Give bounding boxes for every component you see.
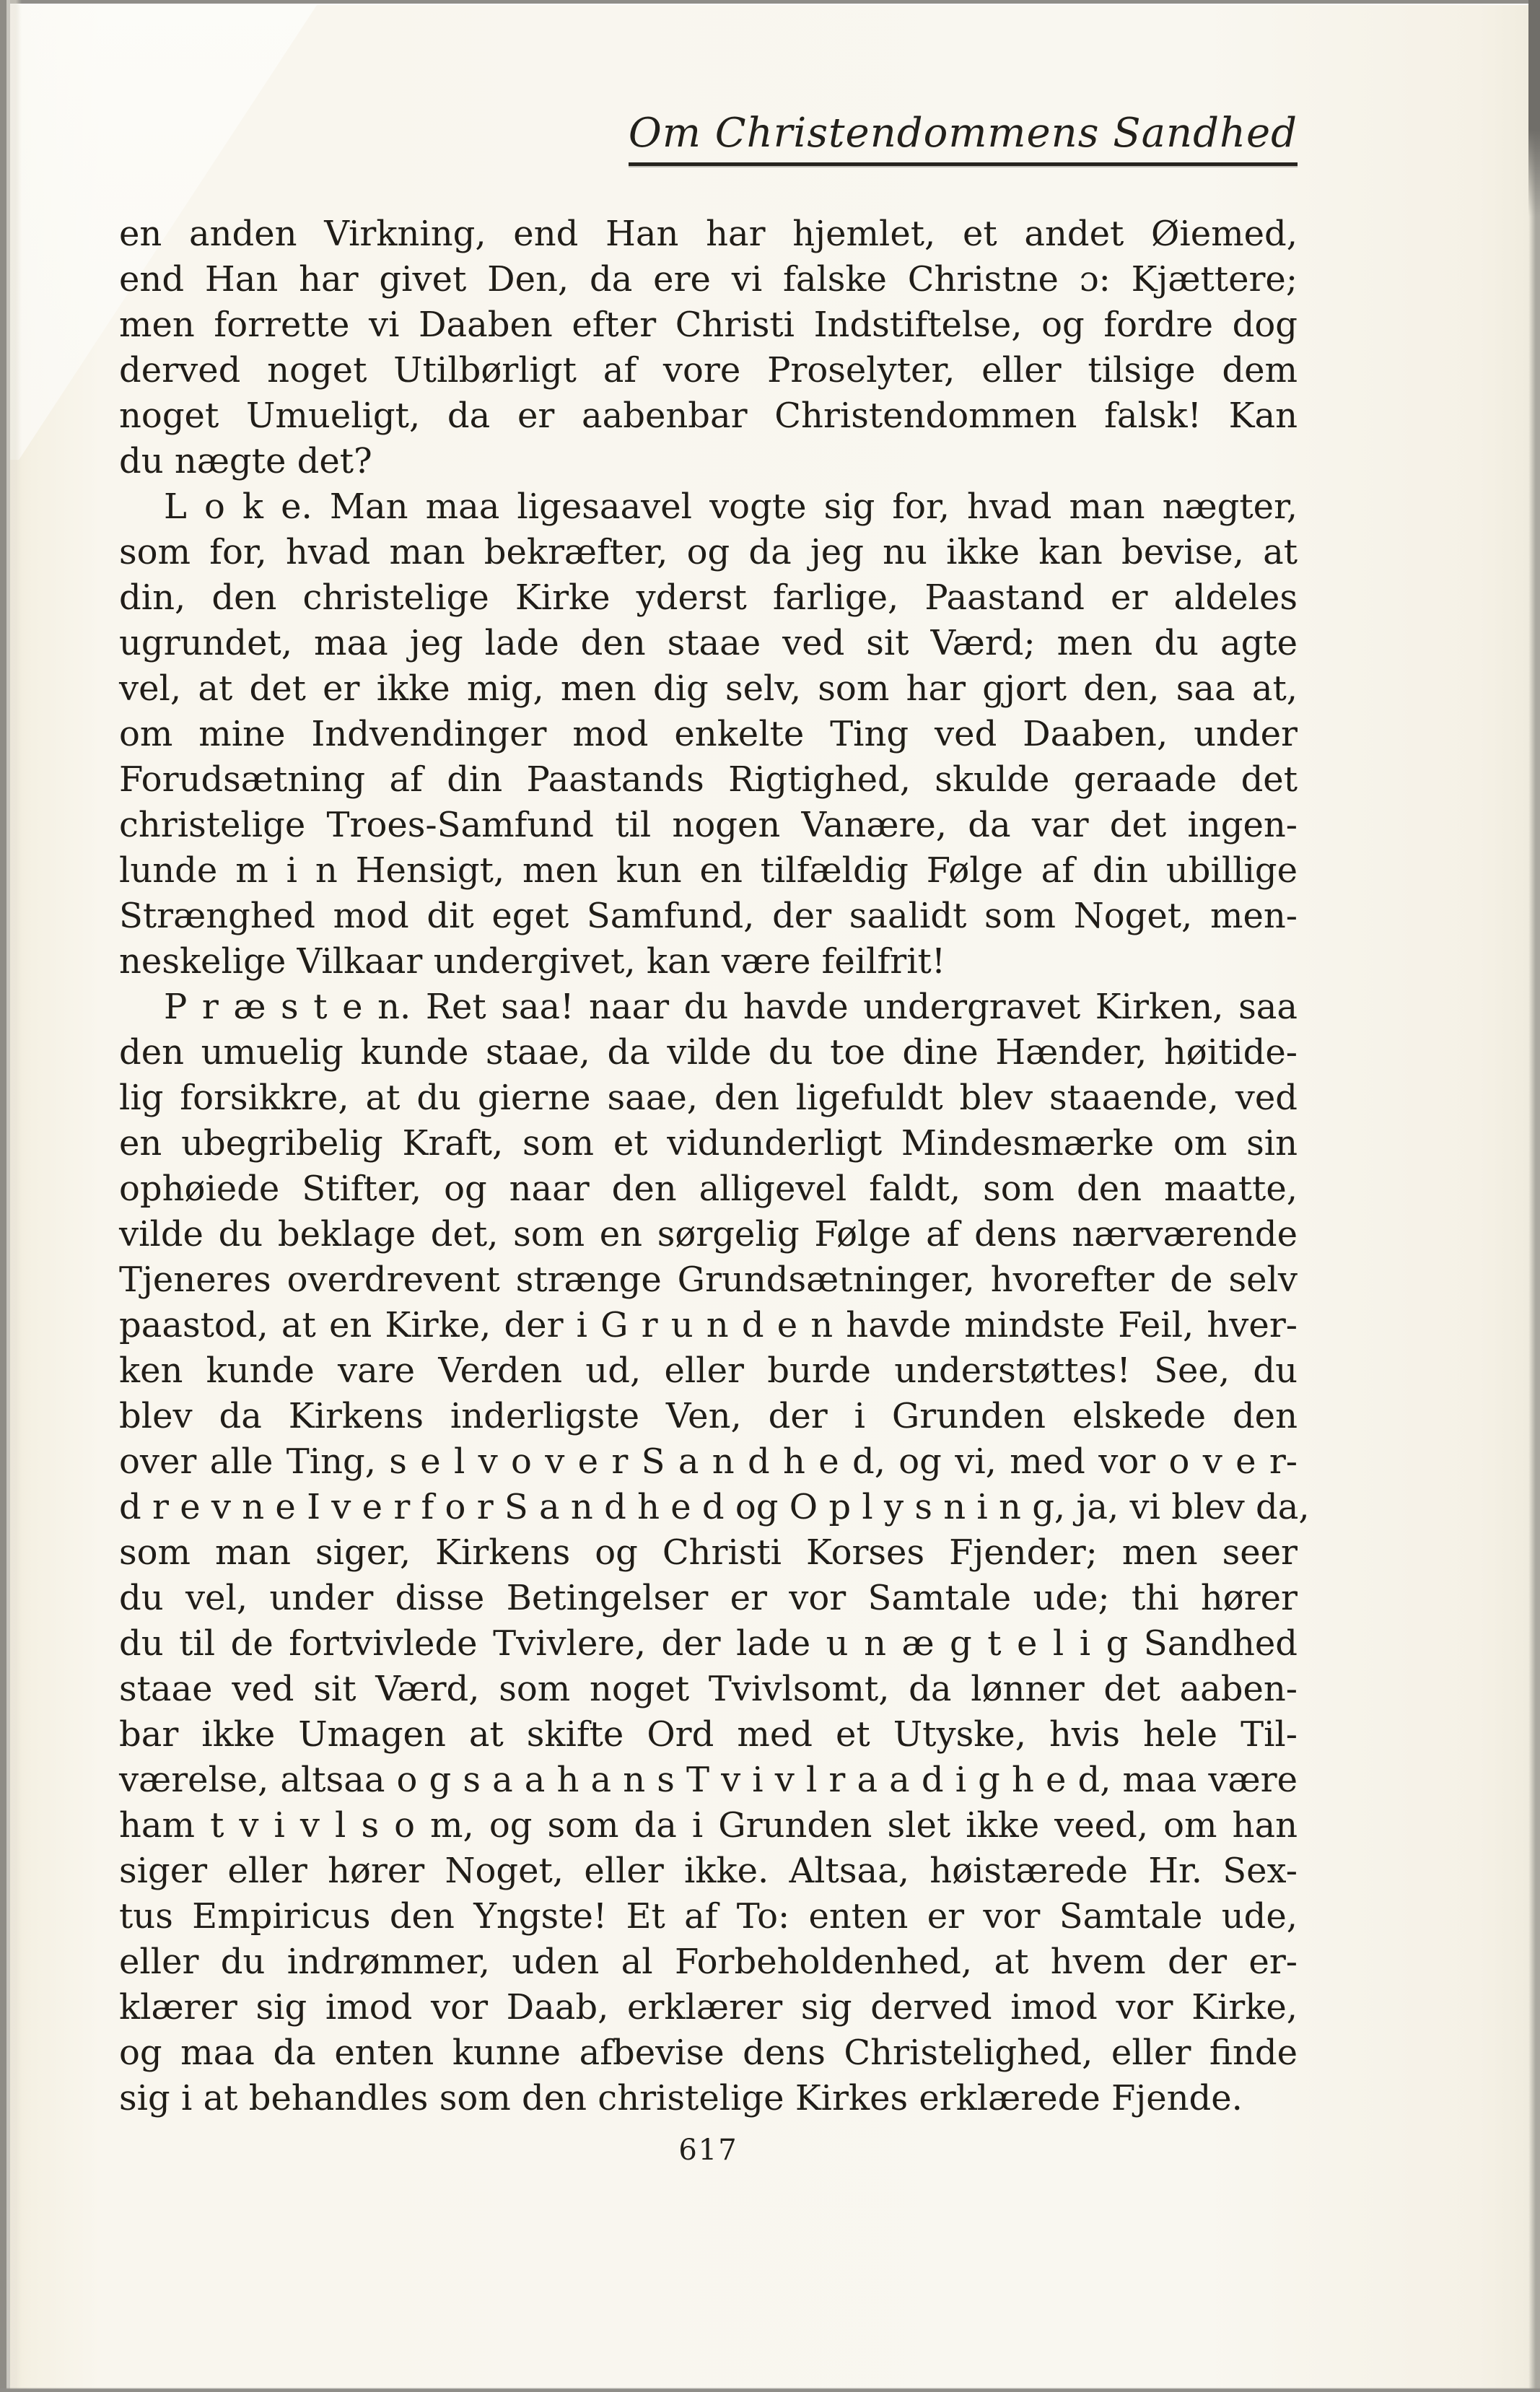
text-line: vel, at det er ikke mig, men dig selv, som har gjort den, saa at,	[119, 668, 1298, 709]
text-line: christelige Troes-Samfund til nogen Vanære, da var det ingen-	[119, 805, 1298, 845]
running-head-title: Om Christendommens Sandhed	[628, 110, 1298, 157]
text-line: noget Umueligt, da er aabenbar Christendommen falsk! Kan	[119, 396, 1298, 436]
text-line: ophøiede Stifter, og naar den alligevel faldt, som den maatte,	[119, 1169, 1298, 1209]
text-line: neskelige Vilkaar undergivet, kan være feilfrit!	[119, 941, 946, 982]
text-line: som man siger, Kirkens og Christi Korses Fjender; men seer	[119, 1532, 1298, 1573]
text-line: ken kunde vare Verden ud, eller burde understøttes! See, du	[119, 1350, 1298, 1391]
scan-edge-bottom	[0, 2388, 1540, 2392]
text-line: end Han har givet Den, da ere vi falske Christne ɔ: Kjættere;	[119, 259, 1298, 300]
running-head-rule	[629, 162, 1298, 166]
body-text	[119, 211, 1310, 2121]
text-line: du vel, under disse Betingelser er vor Samtale ude; thi hører	[119, 1578, 1298, 1618]
text-line: vilde du beklage det, som en sørgelig Følge af dens nærværende	[119, 1214, 1298, 1254]
text-line: den umuelig kunde staae, da vilde du toe dine Hænder, høitide-	[119, 1032, 1298, 1073]
text-line: Forudsætning af din Paastands Rigtighed, skulde geraade det	[119, 759, 1298, 800]
text-line: en ubegribelig Kraft, som et vidunderligt Mindesmærke om sin	[119, 1123, 1298, 1164]
text-line: lunde m i n Hensigt, men kun en tilfældig Følge af din ubillige	[119, 850, 1298, 891]
text-line: men forrette vi Daaben efter Christi Indstiftelse, og fordre dog	[119, 305, 1298, 345]
text-line: værelse, altsaa o g s a a h a n s T v i v l r a a d i g h e d, maa være	[119, 1760, 1298, 1800]
text-line: ugrundet, maa jeg lade den staae ved sit Værd; men du agte	[119, 623, 1298, 663]
text-line: Tjeneres overdrevent strænge Grundsætninger, hvorefter de selv	[119, 1260, 1298, 1300]
text-line: siger eller hører Noget, eller ikke. Altsaa, høistærede Hr. Sex-	[119, 1851, 1298, 1891]
text-line: en anden Virkning, end Han har hjemlet, et andet Øiemed,	[119, 214, 1298, 254]
text-line: ham t v i v l s o m, og som da i Grunden slet ikke veed, om han	[119, 1805, 1298, 1846]
scan-edge-right	[1528, 0, 1540, 2392]
text-line: paastod, at en Kirke, der i G r u n d e n havde mindste Feil, hver-	[119, 1305, 1298, 1345]
text-line: lig forsikkre, at du gierne saae, den ligefuldt blev staaende, ved	[119, 1078, 1298, 1118]
page-number: 617	[678, 2134, 738, 2167]
scan-edge-top	[0, 0, 1540, 5]
text-line-speaker-loke: L o k e. Man maa ligesaavel vogte sig for, hvad man nægter,	[164, 486, 1298, 527]
text-line: som for, hvad man bekræfter, og da jeg nu ikke kan bevise, at	[119, 532, 1298, 572]
running-head	[629, 111, 1298, 166]
scan-edge-right-dark-cap	[1528, 0, 1540, 217]
scan-edge-left	[0, 0, 22, 2392]
text-line: Strænghed mod dit eget Samfund, der saalidt som Noget, men-	[119, 896, 1298, 936]
text-line: tus Empiricus den Yngste! Et af To: enten er vor Samtale ude,	[119, 1896, 1298, 1937]
text-line: d r e v n e I v e r f o r S a n d h e d og O p l y s n i n g, ja, vi blev da,	[119, 1487, 1310, 1527]
text-line: din, den christelige Kirke yderst farlige, Paastand er aldeles	[119, 577, 1298, 618]
text-line: derved noget Utilbørligt af vore Proselyter, eller tilsige dem	[119, 350, 1298, 390]
text-line: sig i at behandles som den christelige Kirkes erklærede Fjende.	[119, 2078, 1243, 2118]
text-line: og maa da enten kunne afbevise dens Christelighed, eller finde	[119, 2033, 1298, 2073]
text-line: du nægte det?	[119, 441, 372, 481]
text-line: om mine Indvendinger mod enkelte Ting ved Daaben, under	[119, 714, 1298, 754]
text-line: du til de fortvivlede Tvivlere, der lade u n æ g t e l i g Sandhed	[119, 1623, 1298, 1664]
text-line: staae ved sit Værd, som noget Tvivlsomt, da lønner det aaben-	[119, 1669, 1298, 1709]
text-line: blev da Kirkens inderligste Ven, der i Grunden elskede den	[119, 1396, 1298, 1436]
text-line: over alle Ting, s e l v o v e r S a n d h e d, og vi, med vor o v e r-	[119, 1441, 1298, 1482]
text-line: bar ikke Umagen at skifte Ord med et Utyske, hvis hele Til-	[119, 1714, 1298, 1755]
text-line: eller du indrømmer, uden al Forbeholdenhed, at hvem der er-	[119, 1942, 1298, 1982]
text-line: klærer sig imod vor Daab, erklærer sig derved imod vor Kirke,	[119, 1987, 1298, 2027]
text-line-speaker-praesten: P r æ s t e n. Ret saa! naar du havde undergravet Kirken, saa	[164, 987, 1298, 1027]
